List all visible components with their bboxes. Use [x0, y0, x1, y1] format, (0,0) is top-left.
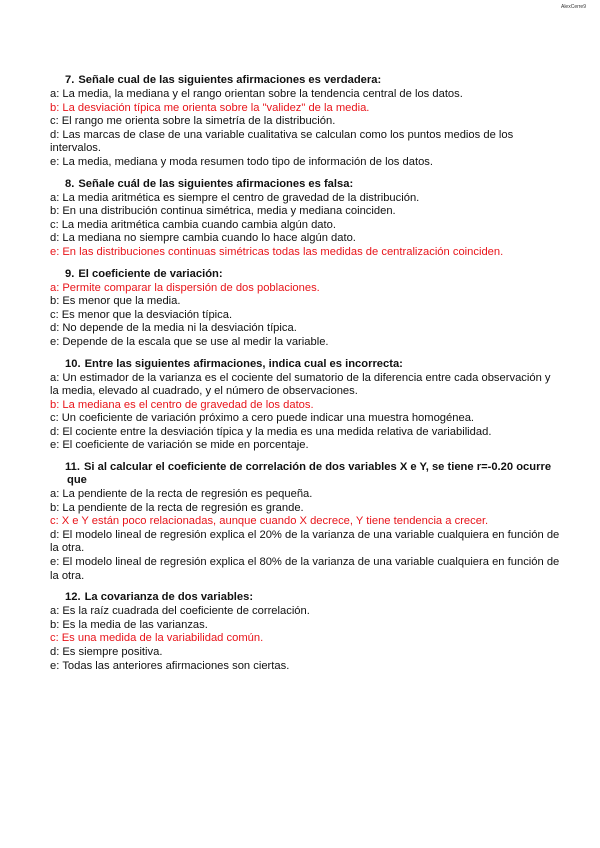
option-text: La mediana no siempre cambia cuando lo hace algún dato. — [62, 232, 356, 245]
option-text: La mediana es el centro de gravedad de los datos. — [62, 398, 314, 411]
question-number: 10. — [65, 357, 81, 370]
option-text: Un estimador de la varianza es el cociente del sumatorio de la diferencia entre cada observación y la media, elevado al cuadrado, y el número de observaciones. — [50, 371, 551, 398]
question-text: Señale cuál de las siguientes afirmaciones es falsa: — [78, 177, 354, 190]
option-letter: a: — [50, 88, 60, 100]
answer-option-correct — [50, 399, 560, 413]
option-letter: a: — [50, 605, 60, 618]
answer-option — [50, 219, 560, 233]
question-12 — [50, 591, 560, 673]
question-title — [50, 591, 560, 604]
option-text: Permite comparar la dispersión de dos poblaciones. — [62, 281, 320, 294]
answer-option — [50, 309, 560, 323]
option-letter: e: — [50, 556, 60, 569]
option-text: La media, la mediana y el rango orientan sobre la tendencia central de los datos. — [62, 88, 463, 100]
answer-option — [50, 488, 560, 502]
author-watermark: AlexCerre9 — [560, 4, 586, 10]
question-9 — [50, 268, 560, 350]
option-text: El modelo lineal de regresión explica el 80% de la varianza de una variable cualquiera en función de la otra. — [50, 556, 560, 582]
option-letter: a: — [50, 488, 60, 501]
option-text: La desviación típica me orienta sobre la "validez" de la media. — [62, 101, 370, 114]
question-text: Señale cual de las siguientes afirmaciones es verdadera: — [78, 74, 382, 86]
option-letter: c: — [50, 218, 59, 231]
option-text: La pendiente de la recta de regresión es grande. — [62, 501, 304, 514]
option-letter: d: — [50, 528, 60, 541]
option-letter: a: — [50, 191, 60, 204]
answer-option-correct — [50, 632, 560, 646]
answer-option — [50, 646, 560, 660]
option-letter: c: — [50, 308, 59, 321]
question-number: 12. — [65, 591, 81, 604]
option-letter: a: — [50, 281, 60, 294]
option-text: El rango me orienta sobre la simetría de la distribución. — [61, 115, 336, 128]
question-number: 9. — [65, 267, 75, 280]
option-text: La media, mediana y moda resumen todo tipo de información de los datos. — [62, 155, 433, 168]
option-letter: c: — [50, 115, 59, 128]
option-letter: d: — [50, 128, 60, 141]
option-text: Es menor que la media. — [62, 295, 181, 308]
answer-option — [50, 336, 560, 350]
answer-option — [50, 660, 560, 674]
option-text: La pendiente de la recta de regresión es pequeña. — [62, 488, 313, 501]
option-text: La media aritmética es siempre el centro de gravedad de la distribución. — [62, 191, 420, 204]
question-number: 7. — [65, 74, 75, 86]
answer-option — [50, 619, 560, 633]
option-text: Es la raíz cuadrada del coeficiente de correlación. — [62, 605, 310, 618]
answer-option — [50, 295, 560, 309]
option-text: El cociente entre la desviación típica y la media es una medida relativa de variabilidad. — [62, 425, 492, 438]
option-letter: d: — [50, 425, 60, 438]
answer-option-correct — [50, 282, 560, 296]
option-letter: d: — [50, 322, 60, 335]
question-title — [50, 358, 560, 371]
option-text: Todas las anteriores afirmaciones son ciertas. — [62, 659, 290, 672]
option-letter: d: — [50, 232, 60, 245]
answer-option-correct — [50, 515, 560, 529]
option-text: Depende de la escala que se use al medir la variable. — [62, 335, 329, 348]
answer-option — [50, 156, 560, 170]
option-letter: b: — [50, 501, 60, 514]
option-letter: b: — [50, 101, 60, 114]
answer-option — [50, 605, 560, 619]
option-letter: e: — [50, 335, 60, 348]
option-text: No depende de la media ni la desviación típica. — [62, 322, 297, 335]
option-text: En una distribución continua simétrica, media y mediana coinciden. — [62, 205, 396, 218]
answer-option — [50, 322, 560, 336]
option-letter: b: — [50, 618, 60, 631]
option-text: Las marcas de clase de una variable cualitativa se calculan como los puntos medios de los intervalos. — [50, 128, 514, 155]
option-text: En las distribuciones continuas simétricas todas las medidas de centralización coinciden. — [62, 245, 504, 258]
question-title — [50, 268, 560, 281]
option-text: Es siempre positiva. — [62, 646, 163, 658]
question-title — [50, 461, 560, 487]
answer-option — [50, 232, 560, 246]
answer-option-correct — [50, 102, 560, 116]
question-10 — [50, 358, 560, 454]
option-letter: b: — [50, 205, 60, 218]
option-letter: d: — [50, 646, 60, 658]
answer-option — [50, 412, 560, 426]
question-title — [50, 178, 560, 191]
question-text: El coeficiente de variación: — [78, 267, 223, 280]
answer-option — [50, 502, 560, 516]
option-text: Es la media de las varianzas. — [62, 618, 208, 631]
answer-option — [50, 115, 560, 129]
question-8 — [50, 178, 560, 260]
answer-option — [50, 372, 560, 399]
question-title — [50, 74, 560, 87]
answer-option — [50, 88, 560, 102]
question-text: Si al calcular el coeficiente de correlación de dos variables X e Y, se tiene r=-0.20 ocurre que — [67, 461, 552, 487]
question-7 — [50, 74, 560, 170]
option-text: Un coeficiente de variación próximo a cero puede indicar una muestra homogénea. — [61, 412, 475, 425]
question-number: 11. — [65, 461, 80, 474]
answer-option — [50, 529, 560, 556]
option-text: La media aritmética cambia cuando cambia algún dato. — [61, 218, 336, 231]
option-letter: c: — [50, 515, 59, 528]
option-letter: e: — [50, 439, 60, 452]
answer-option — [50, 129, 560, 156]
option-letter: e: — [50, 245, 60, 258]
option-letter: b: — [50, 295, 60, 308]
option-text: El coeficiente de variación se mide en porcentaje. — [62, 439, 309, 452]
question-text: La covarianza de dos variables: — [84, 591, 254, 604]
answer-option — [50, 192, 560, 206]
option-text: Es una medida de la variabilidad común. — [61, 632, 264, 645]
answer-option — [50, 439, 560, 453]
option-text: Es menor que la desviación típica. — [61, 308, 233, 321]
option-text: X e Y están poco relacionadas, aunque cuando X decrece, Y tiene tendencia a crecer. — [61, 515, 489, 528]
answer-option — [50, 556, 560, 583]
option-letter: c: — [50, 412, 59, 425]
option-letter: b: — [50, 398, 60, 411]
question-text: Entre las siguientes afirmaciones, indica cual es incorrecta: — [84, 357, 403, 370]
question-11 — [50, 461, 560, 583]
option-letter: e: — [50, 155, 60, 168]
answer-option-correct — [50, 246, 560, 260]
question-number: 8. — [65, 177, 75, 190]
option-text: El modelo lineal de regresión explica el 20% de la varianza de una variable cualquiera en función de la otra. — [50, 528, 560, 555]
option-letter: c: — [50, 632, 59, 645]
option-letter: e: — [50, 659, 60, 672]
question-list — [50, 74, 560, 681]
answer-option — [50, 205, 560, 219]
option-letter: a: — [50, 371, 60, 384]
answer-option — [50, 426, 560, 440]
